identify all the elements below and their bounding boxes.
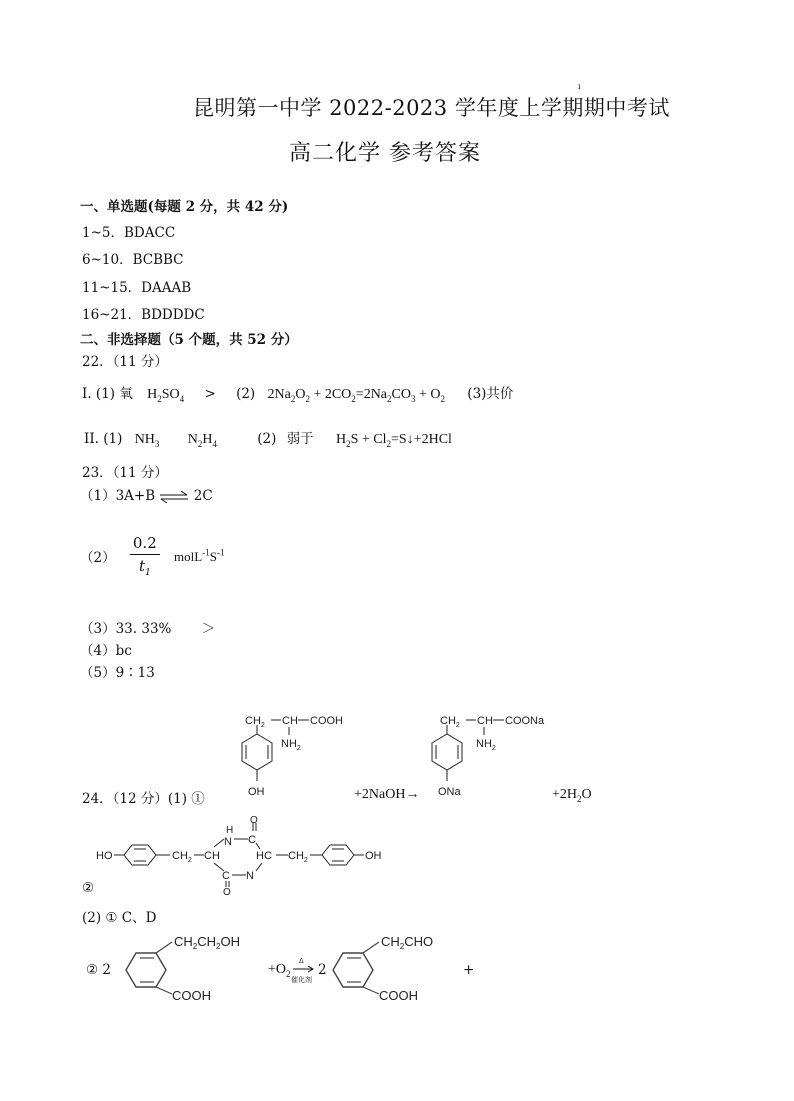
label-ch2cho: $CH_2CHO$: [381, 934, 434, 951]
equilibrium-arrow-icon: [159, 491, 189, 503]
label-oh-right: OH: [365, 850, 382, 862]
hydroxyethyl-benzoic-acid-structure: [118, 930, 268, 1010]
section-heading-non-choice: 二、非选择题（5 个题，共 52 分）: [80, 332, 298, 348]
q22-ii-1: (1): [103, 431, 123, 447]
unit-sup2: -1: [216, 547, 225, 558]
label-oh: OH: [248, 786, 265, 798]
denominator-sub: 1: [144, 568, 151, 578]
label-nh2: $NH_2$: [476, 738, 496, 752]
label-ho: HO: [96, 850, 113, 862]
q22-i-3: (3)共价: [467, 386, 514, 402]
label-coona: COONa: [505, 715, 545, 727]
q23-p1: [80, 484, 213, 504]
q22-i-label: I.: [82, 386, 92, 402]
label-cooh: COOH: [172, 988, 211, 1003]
plus-h2o: [552, 787, 592, 804]
equation-h2s-cl2: $H_2S$ + $Cl_2=S↓+2HCl$: [335, 432, 452, 449]
q23-p3-gt: ＞: [201, 621, 216, 637]
page-subtitle: 高二化学 参考答案: [289, 141, 481, 166]
label-n-top: N: [224, 836, 232, 848]
q22-ii-label: II.: [84, 431, 99, 447]
q23-p3-value: （3）33. 33%: [80, 621, 172, 637]
label-o-bottom: O: [223, 887, 231, 895]
label-c-top: C: [248, 834, 256, 846]
label-ch: CH: [477, 715, 493, 727]
corner-mark: ı: [578, 82, 581, 91]
h2o-o: O: [581, 787, 592, 802]
cyclic-dipeptide-structure: [92, 815, 402, 895]
label-n-bottom: N: [246, 870, 254, 882]
q24-title: 24．（12 分）(1) ①: [82, 791, 205, 807]
condition-catalyst: 催化剂: [291, 977, 312, 984]
q23-title: 23．（11 分）: [82, 465, 168, 481]
q24-p2: (2) ① C、D: [82, 910, 157, 926]
formula-nh3: $NH_3$: [134, 432, 160, 449]
tyrosine-sodium-salt-structure: [420, 705, 570, 805]
denominator-t: t: [138, 557, 145, 575]
q23-p1-product: 2C: [193, 488, 213, 504]
q23-p1-left: （1）3A+B: [80, 488, 156, 504]
answer-line: 11~15．DAAAB: [82, 280, 192, 296]
page-title: 昆明第一中学 2022-2023 学年度上学期期中考试: [193, 96, 670, 120]
answer-line: 1~5．BDACC: [82, 225, 176, 241]
label-ch2: $CH_2$: [172, 850, 192, 864]
unit-s: S: [209, 548, 217, 564]
rate-fraction: [130, 534, 160, 578]
label-cooh: COOH: [310, 715, 343, 727]
h2o-h: +2H: [552, 787, 578, 802]
q22-part-i: [82, 382, 513, 404]
answer-line: 16~21．BDDDDC: [82, 307, 205, 323]
plus-o2: [268, 962, 291, 979]
label-o-top: O: [250, 815, 258, 826]
q22-part-ii: [84, 427, 452, 449]
plus-naoh: +2NaOH→: [354, 787, 420, 802]
formylmethyl-benzoic-acid-structure: [325, 930, 475, 1010]
q22-i-1: (1): [95, 386, 116, 402]
q24-p2-2: ② 2: [86, 962, 111, 978]
q22-ii-2: (2): [257, 431, 277, 447]
label-ch2: $CH_2$: [440, 715, 460, 729]
q22-ii-2-answer: 弱于: [286, 431, 314, 447]
formula-n2h4: $N_2H_4$: [187, 432, 217, 449]
q23-p2-label: （2）: [80, 550, 116, 566]
plus-end: +: [463, 962, 475, 978]
q24-c2: ②: [82, 880, 95, 896]
h2o-sub: 2: [577, 793, 582, 804]
q23-p3: [80, 617, 215, 637]
label-hc-ring: HC: [256, 850, 272, 862]
q22-i-2: (2): [236, 386, 256, 402]
q22-i-1-answer: 氧: [119, 386, 133, 402]
label-ch2ch2oh: $CH_2CH_2OH$: [174, 934, 240, 951]
answer-line: 6~10．BCBBC: [82, 252, 184, 268]
label-h: H: [226, 825, 234, 836]
coef-2: 2: [318, 962, 327, 978]
q23-p5: （5）9∶13: [80, 665, 155, 681]
unit-sup1: -1: [202, 547, 210, 558]
reaction-arrow-icon: [291, 955, 317, 987]
condition-heat: Δ: [299, 958, 304, 965]
q23-p4: （4）bc: [80, 643, 132, 659]
fraction-numerator: 0.2: [130, 534, 160, 555]
label-c-bottom: C: [222, 870, 230, 882]
o2-o: +O: [268, 962, 287, 977]
label-nh2: $NH_2$: [281, 738, 301, 752]
q22-title: 22．（11 分）: [82, 354, 168, 370]
label-ch2-right: $CH_2$: [288, 850, 308, 864]
label-ch-ring: CH: [204, 850, 220, 862]
label-ch: CH: [282, 715, 298, 727]
label-ch2: $CH_2$: [245, 715, 265, 729]
section-heading-single-choice: 一、单选题(每题 2 分，共 42 分): [80, 199, 289, 215]
rate-unit: [174, 549, 224, 564]
fraction-denominator: [130, 555, 160, 578]
o2-sub: 2: [286, 968, 291, 979]
label-cooh: COOH: [379, 988, 418, 1003]
formula-h2so4: $H_2SO_4$: [147, 387, 185, 404]
q22-gt-sign: >: [204, 386, 216, 402]
q23-p2: [80, 534, 224, 578]
label-ona: ONa: [438, 786, 461, 798]
unit-moll: molL: [174, 548, 203, 564]
equation-na2o2-co2: $2Na_2O_2 + 2CO_2=2Na_2CO_3 + O_2$: [267, 387, 445, 404]
tyrosine-structure: [215, 705, 365, 805]
